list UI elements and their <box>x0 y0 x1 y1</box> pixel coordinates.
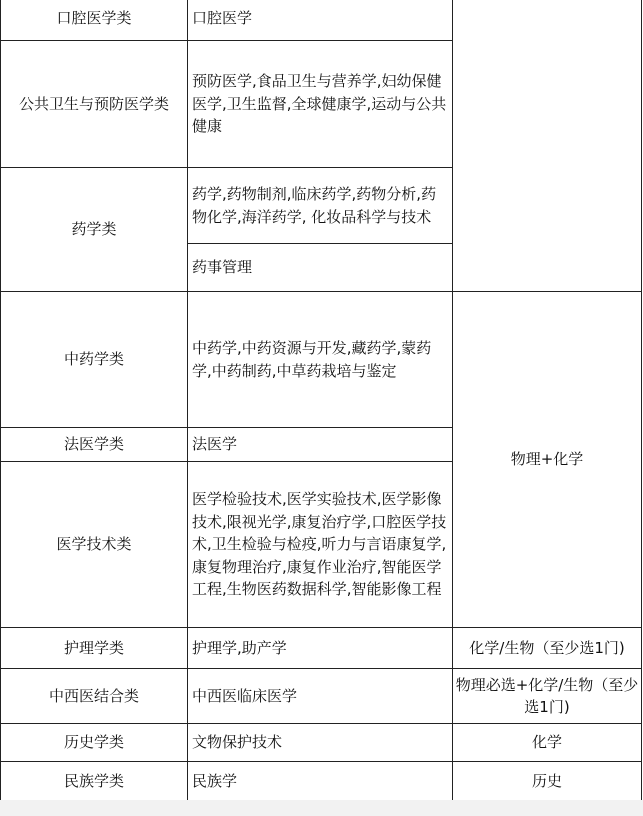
majors-cell: 护理学,助产学 <box>188 628 453 669</box>
category-cell: 公共卫生与预防医学类 <box>1 41 188 168</box>
majors-cell: 法医学 <box>188 428 453 462</box>
table-row <box>1 292 642 428</box>
majors-cell: 预防医学,食品卫生与营养学,妇幼保健医学,卫生监督,全球健康学,运动与公共健康 <box>188 41 453 168</box>
category-cell: 民族学类 <box>1 762 188 801</box>
category-cell: 药学类 <box>1 168 188 292</box>
category-cell: 法医学类 <box>1 428 188 462</box>
requirement-cell: 化学 <box>453 724 642 762</box>
majors-cell: 医学检验技术,医学实验技术,医学影像技术,限视光学,康复治疗学,口腔医学技术,卫生检验与检疫,听力与言语康复学,康复物理治疗,康复作业治疗,智能医学工程,生物医药数据科学,智能影像工程 <box>188 462 453 628</box>
majors-cell: 民族学 <box>188 762 453 801</box>
table-row <box>1 724 642 762</box>
table-row <box>1 628 642 669</box>
requirement-cell: 化学/生物（至少选1门) <box>453 628 642 669</box>
majors-cell: 口腔医学 <box>188 0 453 41</box>
majors-cell: 药学,药物制剂,临床药学,药物分析,药物化学,海洋药学, 化妆品科学与技术 <box>188 168 453 244</box>
requirement-cell: 历史 <box>453 762 642 801</box>
majors-cell: 药事管理 <box>188 244 453 292</box>
table-row <box>1 0 642 41</box>
requirement-cell <box>453 0 642 292</box>
table-row <box>1 762 642 801</box>
category-cell: 中西医结合类 <box>1 669 188 724</box>
requirement-cell: 物理必选+化学/生物（至少选1门) <box>453 669 642 724</box>
category-cell: 医学技术类 <box>1 462 188 628</box>
majors-cell: 中药学,中药资源与开发,藏药学,蒙药学,中药制药,中草药栽培与鉴定 <box>188 292 453 428</box>
bottom-margin <box>0 800 643 816</box>
category-cell: 中药学类 <box>1 292 188 428</box>
category-cell: 口腔医学类 <box>1 0 188 41</box>
category-cell: 历史学类 <box>1 724 188 762</box>
majors-cell: 文物保护技术 <box>188 724 453 762</box>
requirement-cell: 物理+化学 <box>453 292 642 628</box>
majors-cell: 中西医临床医学 <box>188 669 453 724</box>
category-cell: 护理学类 <box>1 628 188 669</box>
table-row <box>1 669 642 724</box>
